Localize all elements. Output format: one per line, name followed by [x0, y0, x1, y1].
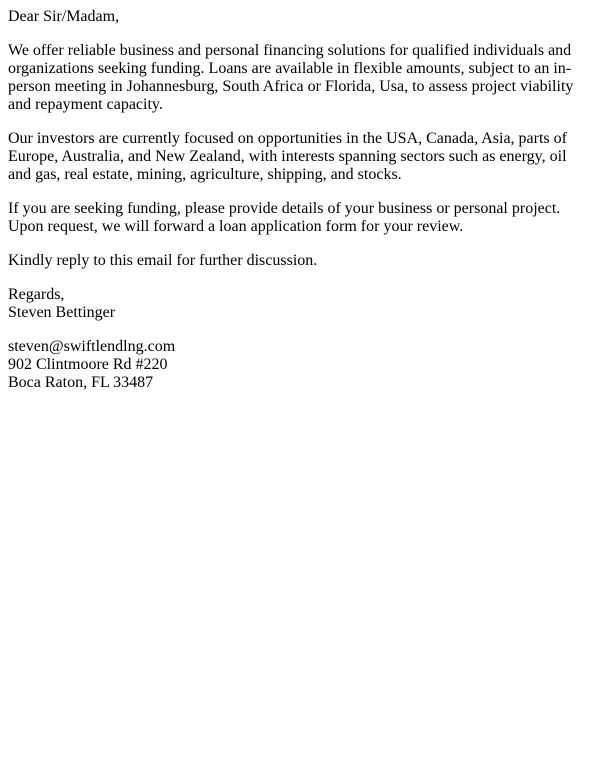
closing: Regards,	[8, 286, 65, 303]
contact-block	[8, 338, 592, 392]
sender-name: Steven Bettinger	[8, 304, 116, 321]
paragraph-reply: Kindly reply to this email for further discussion.	[8, 252, 318, 269]
address-line-2: Boca Raton, FL 33487	[8, 374, 154, 391]
greeting: Dear Sir/Madam,	[8, 8, 120, 25]
paragraph-request: If you are seeking funding, please provide details of your business or personal project. Upon request, we will forward a loan application form for your review.	[8, 200, 561, 235]
paragraph-offer: We offer reliable business and personal financing solutions for qualified individuals and organizations seeking funding. Loans are available in flexible amounts, subject to an in-person meeting in Johannesburg, South Africa or Florida, Usa, to assess project viability and repayment capacity.	[8, 42, 574, 113]
address-line-1: 902 Clintmoore Rd #220	[8, 356, 168, 373]
signature-block	[8, 286, 592, 322]
sender-email: steven@swiftlendlng.com	[8, 338, 176, 355]
paragraph-investors: Our investors are currently focused on opportunities in the USA, Canada, Asia, parts of Europe, Australia, and New Zealand, with interests spanning sectors such as energy, oil and gas, real estate, mining, agriculture, shipping, and stocks.	[8, 130, 567, 183]
